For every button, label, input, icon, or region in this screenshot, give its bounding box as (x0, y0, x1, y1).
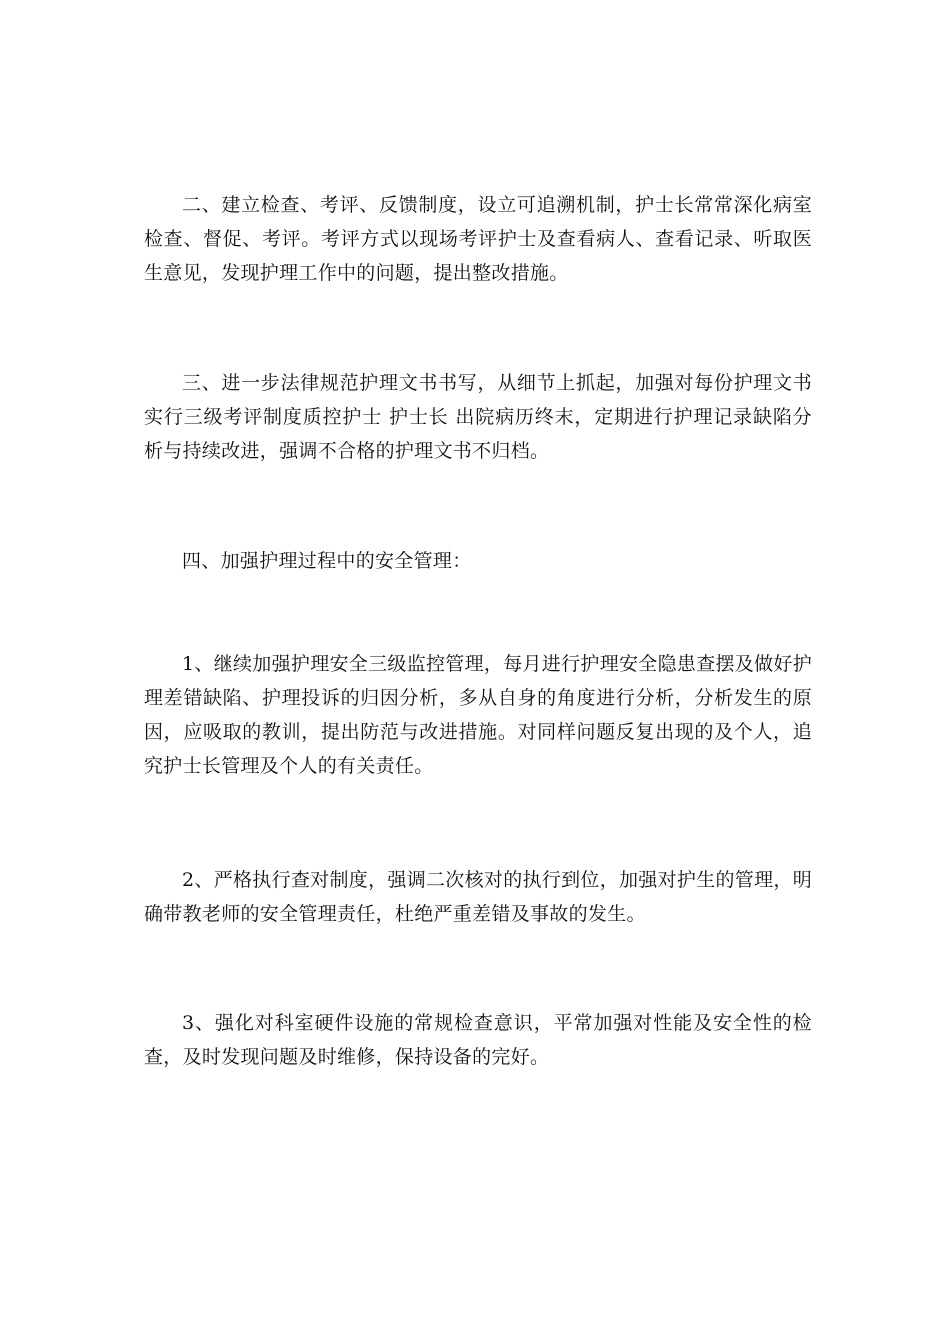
paragraph-nursing-documents: 三、进一步法律规范护理文书书写，从细节上抓起，加强对每份护理文书实行三级考评制度质控护士 护士长 出院病历终末，定期进行护理记录缺陷分析与持续改进，强调不合格的护理文书不归档。 (144, 372, 812, 462)
paragraph-inspection-evaluation: 二、建立检查、考评、反馈制度，设立可追溯机制，护士长常常深化病室检查、督促、考评。考评方式以现场考评护士及查看病人、查看记录、听取医生意见，发现护理工作中的问题，提出整改措施。 (144, 194, 812, 284)
paragraph-safety-heading: 四、加强护理过程中的安全管理： (182, 550, 472, 572)
paragraph-equipment-inspection: 3、强化对科室硬件设施的常规检查意识，平常加强对性能及安全性的检查，及时发现问题及时维修，保持设备的完好。 (144, 1012, 812, 1068)
paragraph-safety-monitoring: 1、继续加强护理安全三级监控管理，每月进行护理安全隐患查摆及做好护理差错缺陷、护理投诉的归因分析，多从自身的角度进行分析，分析发生的原因，应吸取的教训，提出防范与改进措施。对同样问题反复出现的及个人，追究护士长管理及个人的有关责任。 (144, 653, 812, 777)
paragraph-verification-system: 2、严格执行查对制度，强调二次核对的执行到位，加强对护生的管理，明确带教老师的安全管理责任，杜绝严重差错及事故的发生。 (144, 869, 812, 925)
